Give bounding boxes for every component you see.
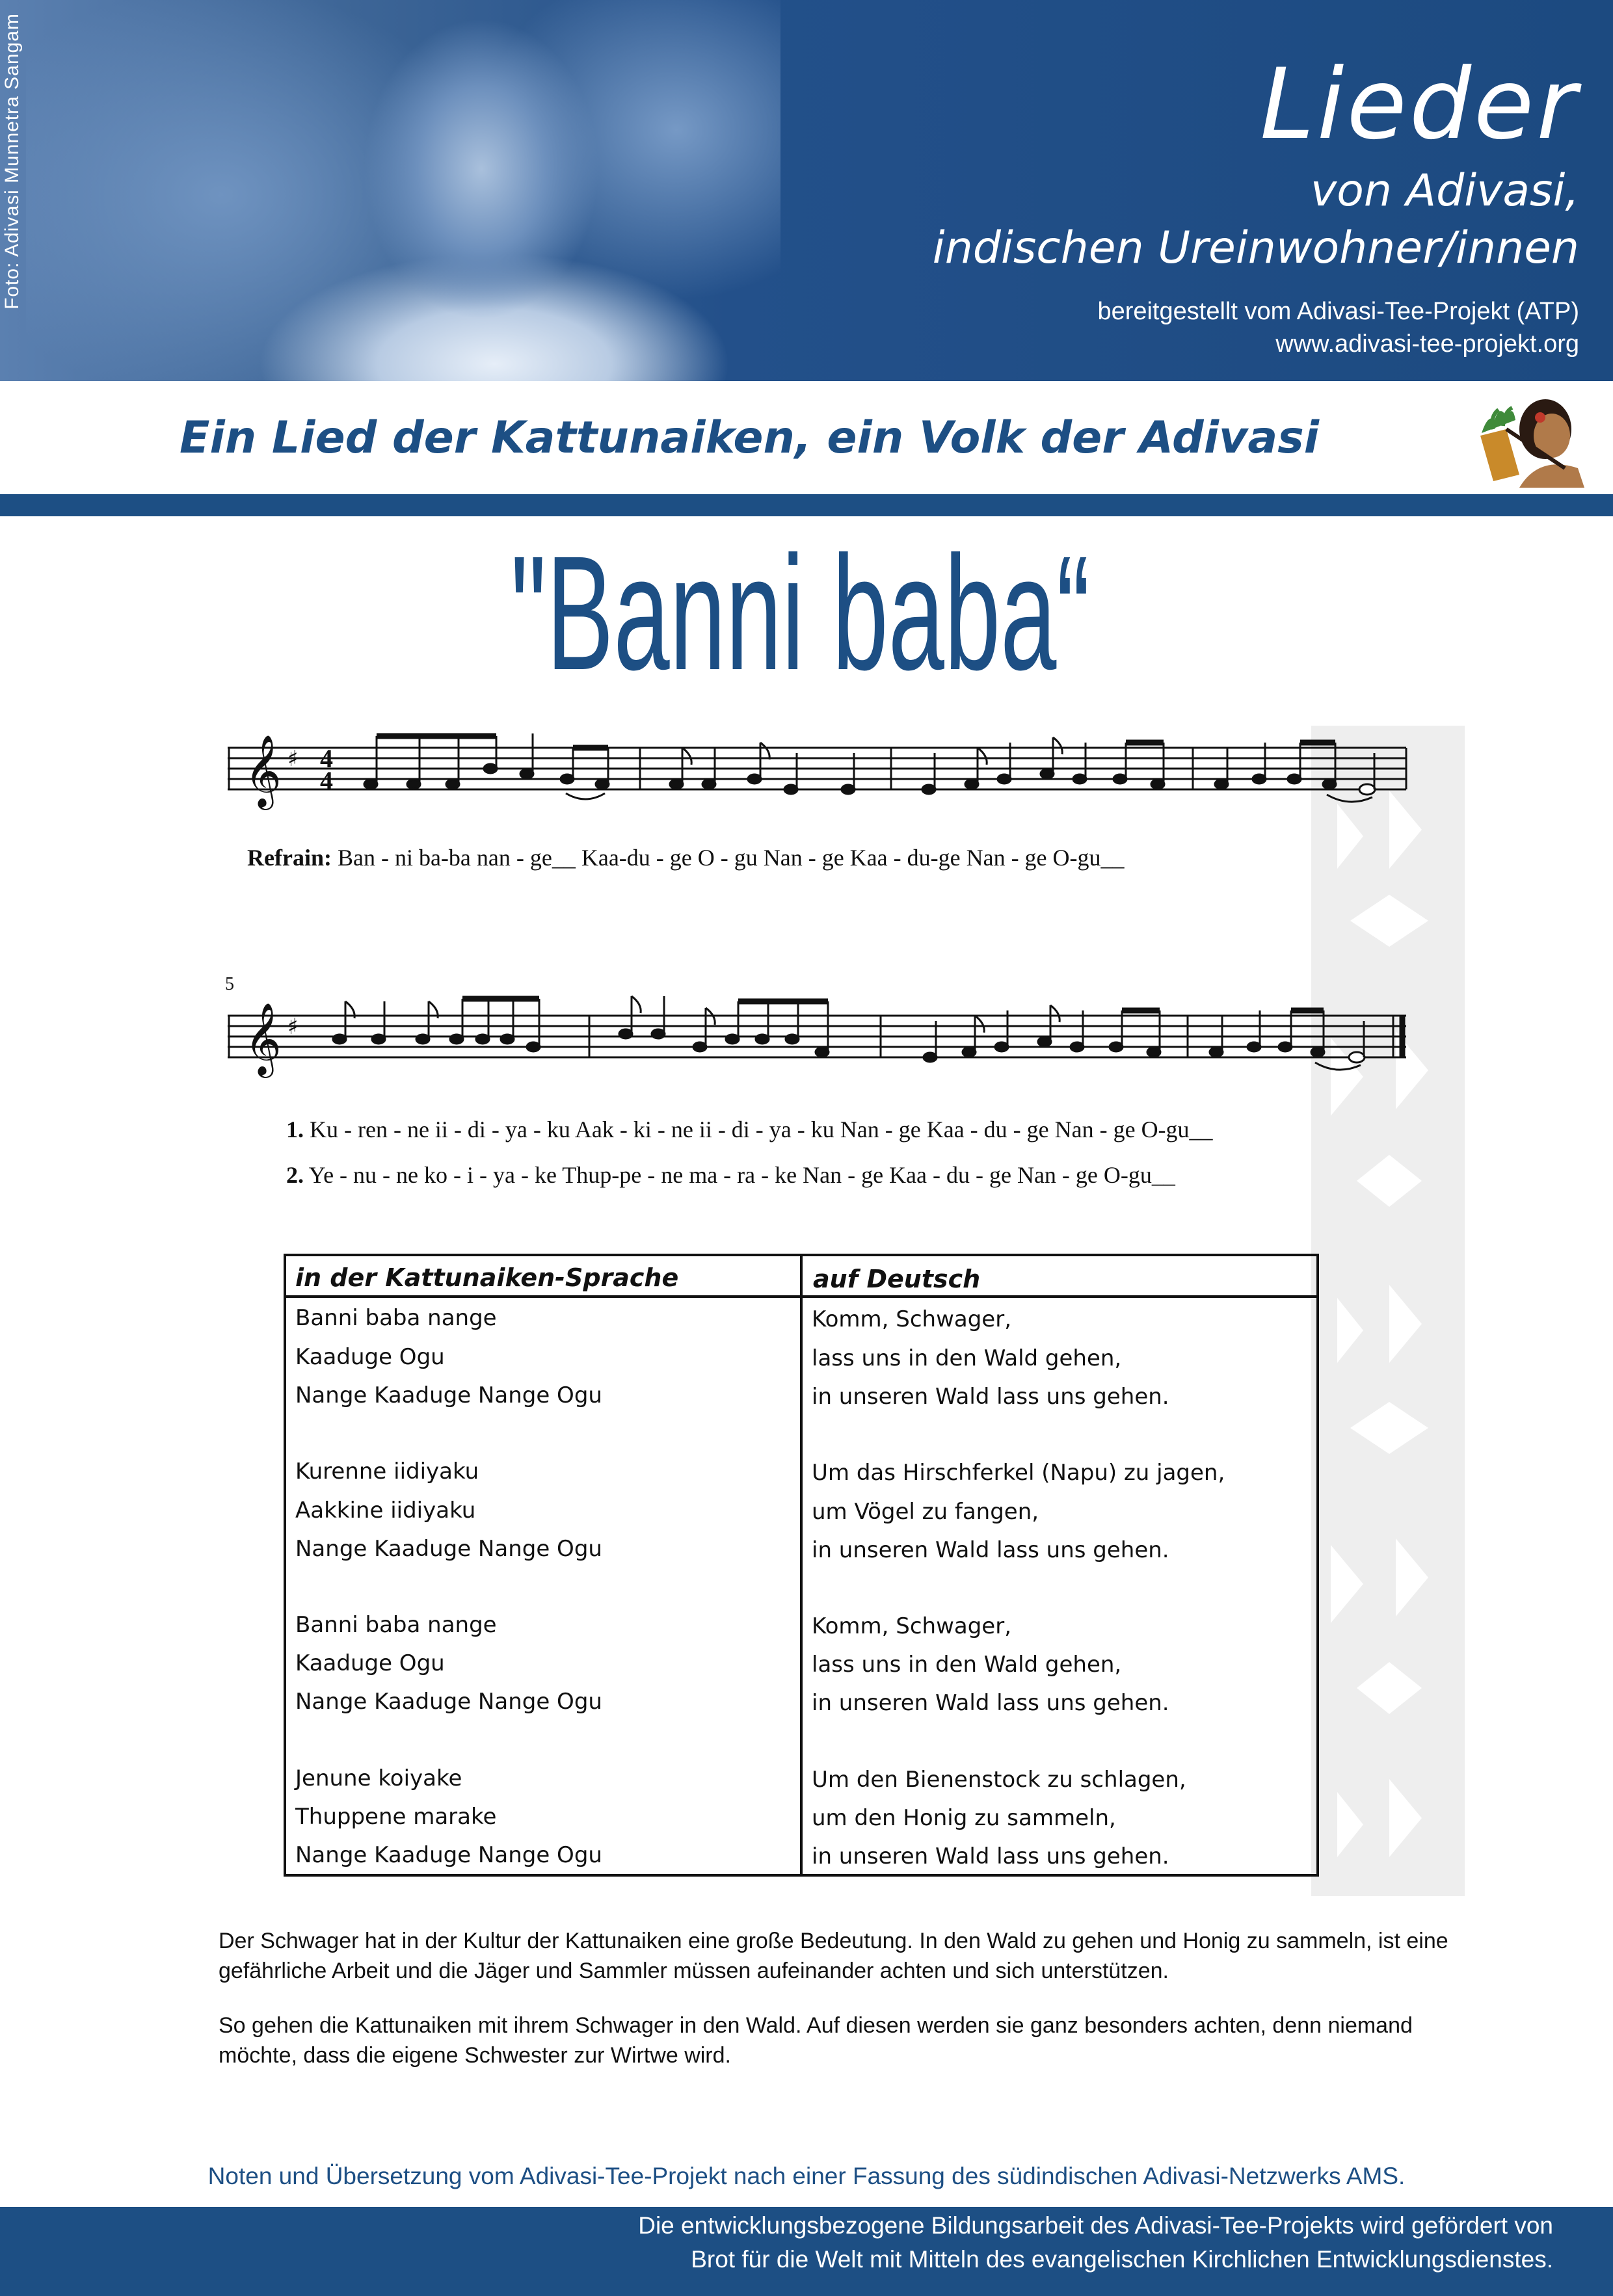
- table-header-kattunaiken: in der Kattunaiken-Sprache: [295, 1263, 679, 1292]
- table-cell: Nange Kaaduge Nange Ogu: [295, 1536, 602, 1562]
- table-header-deutsch: auf Deutsch: [813, 1265, 981, 1293]
- table-cell: Um das Hirschferkel (Napu) zu jagen,: [812, 1460, 1225, 1486]
- table-cell: lass uns in den Wald gehen,: [812, 1345, 1122, 1371]
- header-url[interactable]: www.adivasi-tee-projekt.org: [1275, 330, 1579, 358]
- photo-credit: Foto: Adivasi Munnetra Sangam: [1, 13, 23, 310]
- refrain-lyric: Ban - ni ba-ba nan - ge__ Kaa-du - ge O - gu Nan - ge Kaa - du-ge Nan - ge O-gu__: [337, 845, 1125, 871]
- measure-number: 5: [225, 974, 234, 994]
- band-rule: [0, 494, 1613, 516]
- refrain-lyric-line: [247, 844, 1125, 871]
- table-cell: Um den Bienenstock zu schlagen,: [812, 1767, 1186, 1793]
- score-system-1: [228, 722, 1411, 819]
- header-subtitle-2: indischen Ureinwohner/innen: [932, 222, 1579, 274]
- table-cell: in unseren Wald lass uns gehen.: [812, 1690, 1169, 1716]
- paragraph-2: So gehen die Kattunaiken mit ihrem Schwager in den Wald. Auf diesen werden sie ganz besonders achten, denn niemand möchte, dass die eigene Schwester zur Wirtwe wird.: [219, 2013, 1413, 2068]
- table-cell: um den Honig zu sammeln,: [812, 1805, 1116, 1831]
- notes-system-2: [333, 996, 1365, 1070]
- header-photo: [26, 0, 780, 381]
- table-cell: in unseren Wald lass uns gehen.: [812, 1384, 1169, 1410]
- table-cell: Nange Kaaduge Nange Ogu: [295, 1842, 602, 1868]
- table-cell: Nange Kaaduge Nange Ogu: [295, 1382, 602, 1408]
- table-cell: Komm, Schwager,: [812, 1306, 1012, 1332]
- table-header-divider: [284, 1295, 1319, 1298]
- verse-1-lyric-line: [286, 1116, 1213, 1143]
- treble-clef-icon: 𝄞: [245, 734, 282, 807]
- table-column-divider: [800, 1254, 803, 1877]
- table-cell: Nange Kaaduge Nange Ogu: [295, 1689, 602, 1715]
- table-cell: Jenune koiyake: [295, 1765, 462, 1791]
- table-cell: Banni baba nange: [295, 1612, 497, 1638]
- source-note: Noten und Übersetzung vom Adivasi-Tee-Projekt nach einer Fassung des südindischen Adivasi-Netzwerks AMS.: [207, 2163, 1406, 2189]
- footer-line-2: Brot für die Welt mit Mitteln des evangelischen Kirchlichen Entwicklungsdienstes.: [691, 2246, 1553, 2273]
- table-cell: um Vögel zu fangen,: [812, 1499, 1039, 1525]
- verse-1-number: 1.: [286, 1116, 304, 1142]
- verse-2-number: 2.: [286, 1162, 304, 1188]
- score-system-2: [228, 982, 1411, 1086]
- table-cell: Banni baba nange: [295, 1305, 497, 1331]
- time-signature-bottom: 4: [320, 766, 333, 795]
- table-cell: in unseren Wald lass uns gehen.: [812, 1537, 1169, 1563]
- verse-1-lyric: Ku - ren - ne ii - di - ya - ku Aak - ki - ne ii - di - ya - ku Nan - ge Kaa - du - ge Nan - ge O-gu__: [310, 1116, 1213, 1142]
- table-cell: Kaaduge Ogu: [295, 1650, 445, 1676]
- table-cell: lass uns in den Wald gehen,: [812, 1652, 1122, 1678]
- table-cell: Kurenne iidiyaku: [295, 1458, 479, 1484]
- key-signature-sharp-icon: ♯: [287, 746, 299, 772]
- key-signature-sharp-icon: ♯: [287, 1014, 299, 1040]
- footer-line-1: Die entwicklungsbezogene Bildungsarbeit des Adivasi-Tee-Projekts wird gefördert von: [638, 2212, 1553, 2239]
- refrain-label: Refrain:: [247, 845, 332, 871]
- header-subtitle-1: von Adivasi,: [1311, 165, 1579, 217]
- verse-2-lyric-line: [286, 1161, 1175, 1189]
- treble-clef-icon: 𝄞: [245, 1002, 282, 1075]
- band-title: Ein Lied der Kattunaiken, ein Volk der Adivasi: [180, 412, 1320, 464]
- decorative-pattern-strip: [1311, 726, 1465, 1896]
- table-cell: Thuppene marake: [295, 1804, 497, 1830]
- time-signature-top: 4: [320, 744, 333, 773]
- verse-2-lyric: Ye - nu - ne ko - i - ya - ke Thup-pe - ne ma - ra - ke Nan - ge Kaa - du - ge Nan - ge O-gu__: [308, 1162, 1175, 1188]
- header-title: Lieder: [1260, 48, 1579, 161]
- paragraph-1: Der Schwager hat in der Kultur der Kattunaiken eine große Bedeutung. In den Wald zu gehen und Honig zu sammeln, ist eine gefährliche Arbeit und die Jäger und Sammler müssen aufeinander achten und sich unterstützen.: [219, 1929, 1448, 1983]
- table-cell: Aakkine iidiyaku: [295, 1498, 476, 1524]
- tea-picker-logo-icon: [1467, 390, 1591, 488]
- table-cell: in unseren Wald lass uns gehen.: [812, 1843, 1169, 1869]
- song-title: "Banni baba“: [511, 522, 1090, 704]
- table-cell: Komm, Schwager,: [812, 1613, 1012, 1639]
- table-cell: Kaaduge Ogu: [295, 1344, 445, 1370]
- header-provider: bereitgestellt vom Adivasi-Tee-Projekt (ATP): [1097, 298, 1579, 325]
